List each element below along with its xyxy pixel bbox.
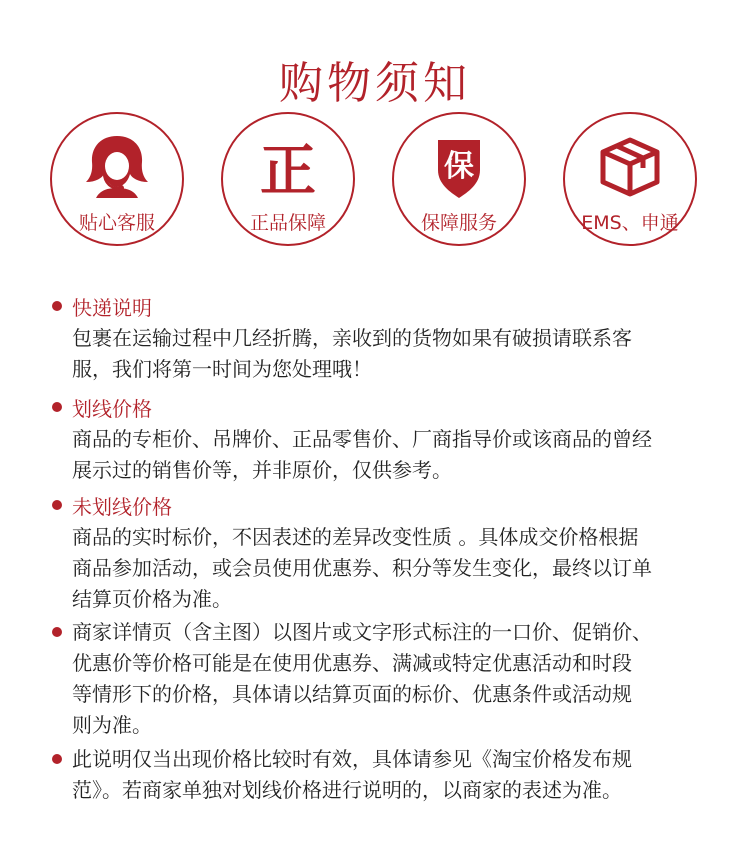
bullet-dot	[52, 402, 62, 412]
shield-icon	[394, 132, 524, 206]
badge-guarantee	[392, 112, 526, 246]
section-heading: 划线价格	[72, 397, 152, 421]
badge-customer-service	[50, 112, 184, 246]
genuine-icon	[223, 132, 353, 206]
badge-label: 贴心客服	[78, 212, 155, 234]
section-body: 商品的专柜价、吊牌价、正品零售价、厂商指导价或该商品的曾经 展示过的销售价等，并非原价，仅供参考。	[72, 427, 652, 482]
customer-service-icon	[52, 132, 182, 206]
genuine-glyph: 正	[260, 139, 316, 202]
badge-genuine	[221, 112, 355, 246]
page-title: 购物须知	[279, 58, 471, 110]
section-heading: 未划线价格	[72, 495, 172, 519]
section-body: 商品的实时标价，不因表述的差异改变性质 。具体成交价格根据 商品参加活动，或会员使用优惠券、积分等发生变化，最终以订单 结算页价格为准。	[72, 525, 652, 611]
service-badges	[0, 112, 750, 252]
bullet-dot	[52, 754, 62, 764]
badge-label: EMS、申通	[581, 212, 679, 234]
bullet-dot	[52, 627, 62, 637]
bullet-dot	[52, 301, 62, 311]
bullet-dot	[52, 500, 62, 510]
section-heading: 快递说明	[72, 296, 152, 320]
badge-label: 正品保障	[249, 212, 326, 234]
section-body: 商家详情页（含主图）以图片或文字形式标注的一口价、促销价、 优惠价等价格可能是在使用优惠券、满减或特定优惠活动和时段 等情形下的价格，具体请以结算页面的标价、优惠条件或活动规 则为准。	[72, 620, 652, 737]
section-body: 包裹在运输过程中几经折腾，亲收到的货物如果有破损请联系客 服，我们将第一时间为您处理哦！	[72, 326, 632, 381]
package-icon	[565, 132, 695, 206]
shield-glyph: 保	[444, 149, 474, 184]
section-body: 此说明仅当出现价格比较时有效，具体请参见《淘宝价格发布规 范》。若商家单独对划线价格进行说明的，以商家的表述为准。	[72, 747, 632, 802]
badge-shipping	[563, 112, 697, 246]
badge-label: 保障服务	[420, 212, 497, 234]
